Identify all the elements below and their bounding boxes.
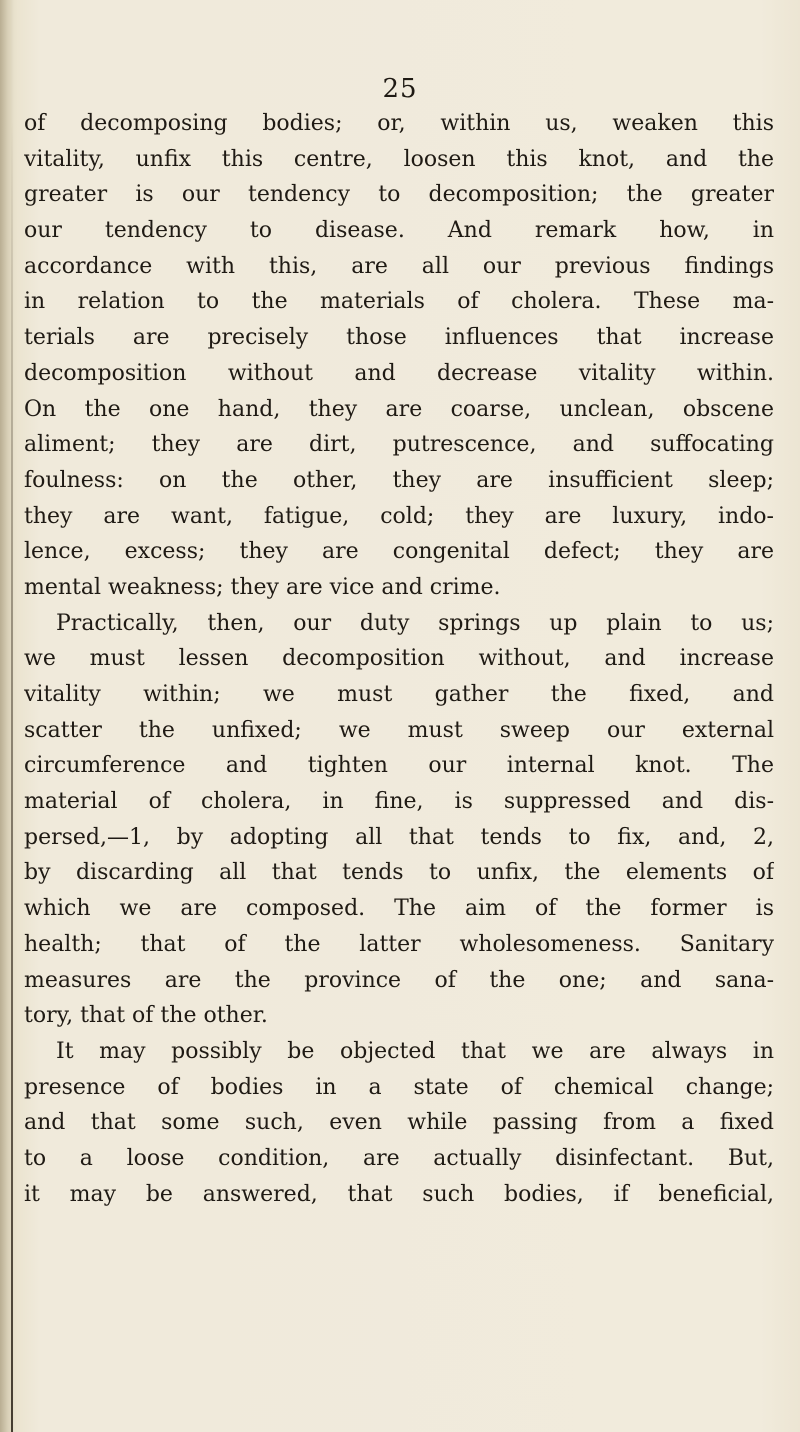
text-line: greater is our tendency to decomposition; the greater (24, 182, 774, 208)
text-line: On the one hand, they are coarse, unclean, obscene (24, 396, 774, 422)
text-line: vitality, unfix this centre, loosen this knot, and the (24, 146, 774, 172)
text-line: material of cholera, in fine, is suppressed and dis- (24, 789, 774, 815)
text-line: we must lessen decomposition without, and increase (24, 646, 774, 672)
text-line: by discarding all that tends to unfix, the elements of (24, 860, 774, 886)
text-line: persed,—1, by adopting all that tends to fix, and, 2, (24, 824, 774, 850)
paragraph-end-line: mental weakness; they are vice and crime. (24, 574, 501, 600)
text-line: presence of bodies in a state of chemical change; (24, 1074, 774, 1100)
text-line: in relation to the materials of cholera. These ma- (24, 289, 774, 315)
text-line: accordance with this, are all our previous findings (24, 253, 774, 279)
text-line: lence, excess; they are congenital defect; they are (24, 539, 774, 565)
text-line: to a loose condition, are actually disinfectant. But, (24, 1145, 774, 1171)
text-line: measures are the province of the one; and sana- (24, 967, 774, 993)
text-line: health; that of the latter wholesomeness. Sanitary (24, 931, 774, 957)
text-line: our tendency to disease. And remark how, in (24, 218, 774, 244)
text-line: it may be answered, that such bodies, if beneficial, (24, 1181, 774, 1207)
paragraph-start-line: Practically, then, our duty springs up plain to us; (56, 610, 774, 636)
text-line: of decomposing bodies; or, within us, weaken this (24, 111, 774, 136)
text-line: aliment; they are dirt, putrescence, and suffocating (24, 432, 774, 458)
text-line: foulness: on the other, they are insufficient sleep; (24, 467, 774, 493)
text-line: decomposition without and decrease vitality within. (24, 360, 774, 386)
text-line: and that some such, even while passing from a fixed (24, 1110, 774, 1136)
text-line: vitality within; we must gather the fixed, and (24, 682, 774, 707)
paragraph-start-line: It may possibly be objected that we are always in (56, 1038, 774, 1064)
body-text (24, 106, 774, 1212)
text-line: terials are precisely those influences that increase (24, 325, 774, 351)
paragraph-end-line: tory, that of the other. (24, 1003, 268, 1029)
page-number: 25 (382, 74, 418, 104)
binding-edge (11, 120, 13, 1432)
text-line: they are want, fatigue, cold; they are luxury, indo- (24, 503, 774, 529)
text-line: which we are composed. The aim of the former is (24, 896, 774, 922)
text-line: scatter the unfixed; we must sweep our external (24, 717, 774, 743)
text-line: circumference and tighten our internal knot. The (24, 753, 774, 779)
